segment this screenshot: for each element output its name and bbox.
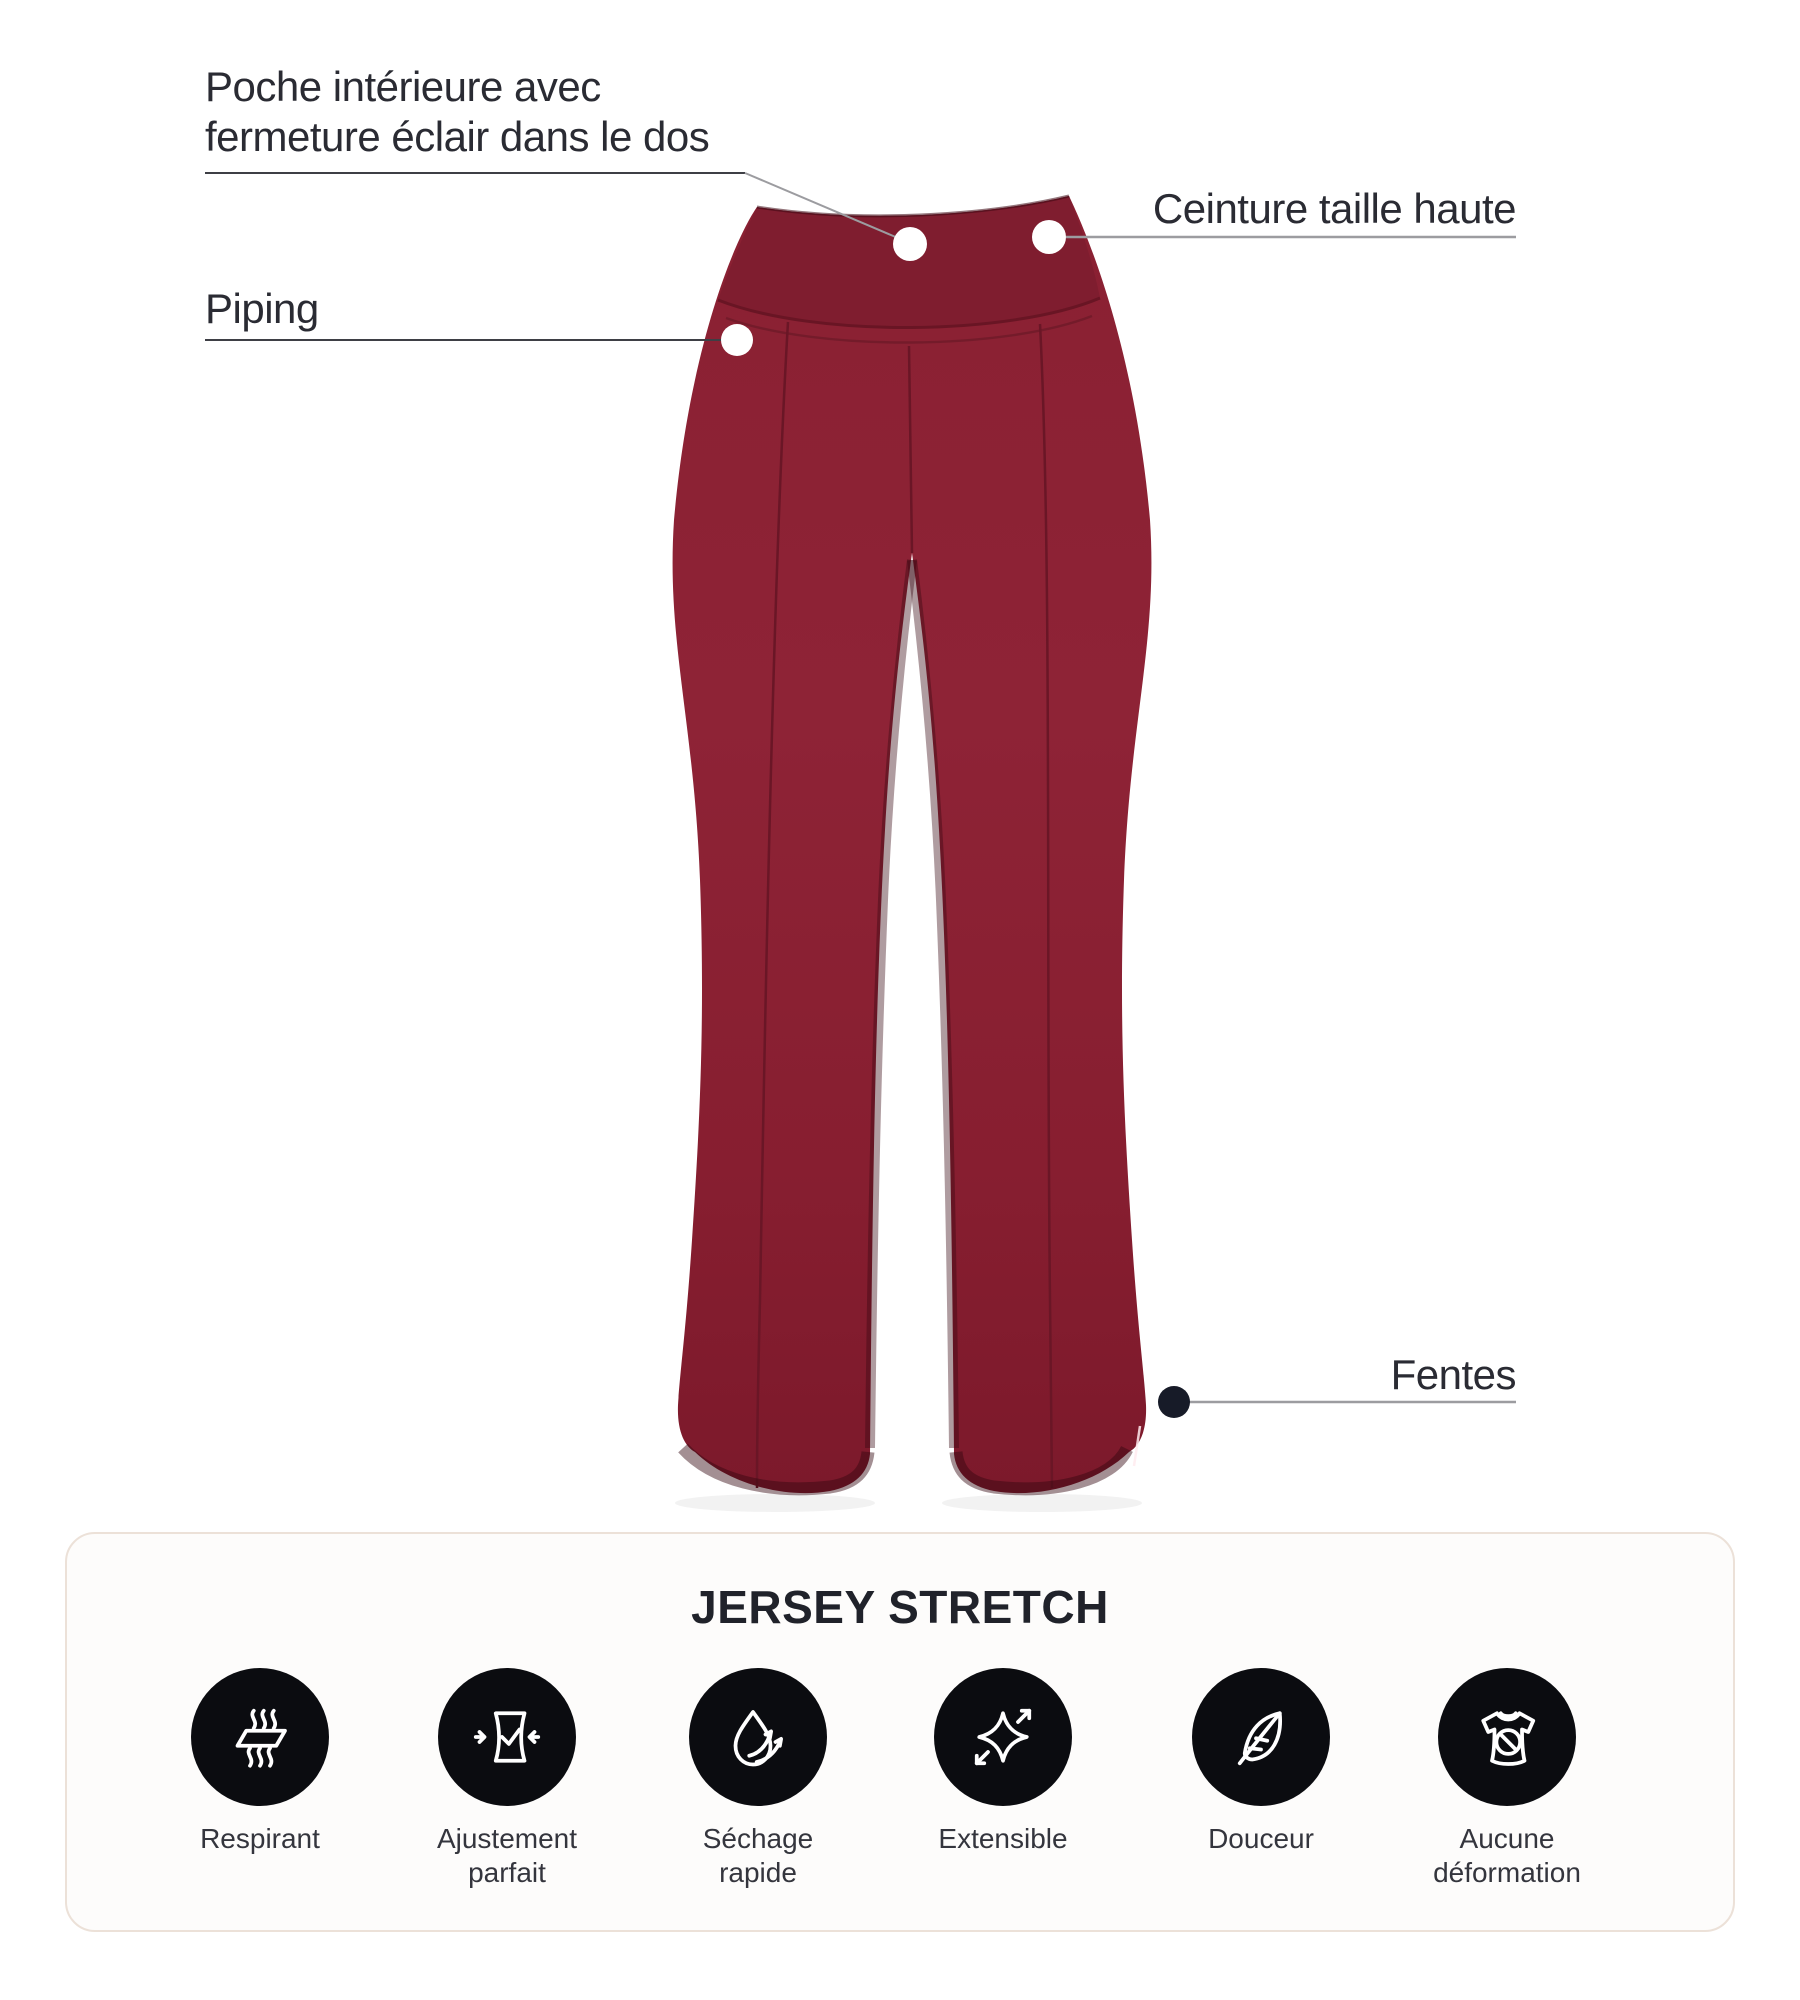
poche-callout-dot	[893, 227, 927, 261]
fabric-card-title: JERSEY STRETCH	[691, 1581, 1109, 1633]
ceinture-callout-label: Ceinture taille haute	[1152, 185, 1516, 232]
feature-disc	[689, 1668, 827, 1806]
pants-body	[673, 196, 1152, 1493]
feature-label: Respirant	[200, 1823, 320, 1854]
feature-label: Séchage rapide	[702, 1823, 814, 1888]
feature-douceur	[1156, 1668, 1366, 1856]
fentes-callout-dot	[1158, 1386, 1190, 1418]
feature-sechage	[653, 1668, 863, 1890]
breathable-icon	[220, 1697, 300, 1777]
quick-dry-icon	[718, 1697, 798, 1777]
feature-disc	[438, 1668, 576, 1806]
piping-callout-dot	[721, 324, 753, 356]
poche-callout-label	[205, 62, 709, 162]
feature-disc	[1438, 1668, 1576, 1806]
feature-extensible	[898, 1668, 1108, 1856]
feature-label: Ajustement parfait	[436, 1823, 578, 1888]
feature-label: Aucune déformation	[1433, 1823, 1581, 1888]
feature-label: Douceur	[1208, 1823, 1314, 1854]
feature-disc	[934, 1668, 1072, 1806]
poche-callout-line2: fermeture éclair dans le dos	[205, 113, 710, 160]
perfect-fit-icon	[467, 1697, 547, 1777]
feature-disc	[191, 1668, 329, 1806]
hem-shadow-left	[675, 1494, 875, 1512]
no-deformation-icon	[1467, 1697, 1547, 1777]
piping-callout-label: Piping	[205, 285, 319, 332]
feature-ajustement	[402, 1668, 612, 1890]
stretch-icon	[963, 1697, 1043, 1777]
feature-respirant	[155, 1668, 365, 1856]
softness-icon	[1221, 1697, 1301, 1777]
feature-disc	[1192, 1668, 1330, 1806]
poche-callout-line1: Poche intérieure avec	[205, 63, 601, 110]
feature-aucune-deformation	[1402, 1668, 1612, 1890]
hem-shadow-right	[942, 1494, 1142, 1512]
fentes-callout-label: Fentes	[1390, 1351, 1516, 1398]
ceinture-callout-dot	[1032, 220, 1066, 254]
feature-label: Extensible	[938, 1823, 1068, 1854]
